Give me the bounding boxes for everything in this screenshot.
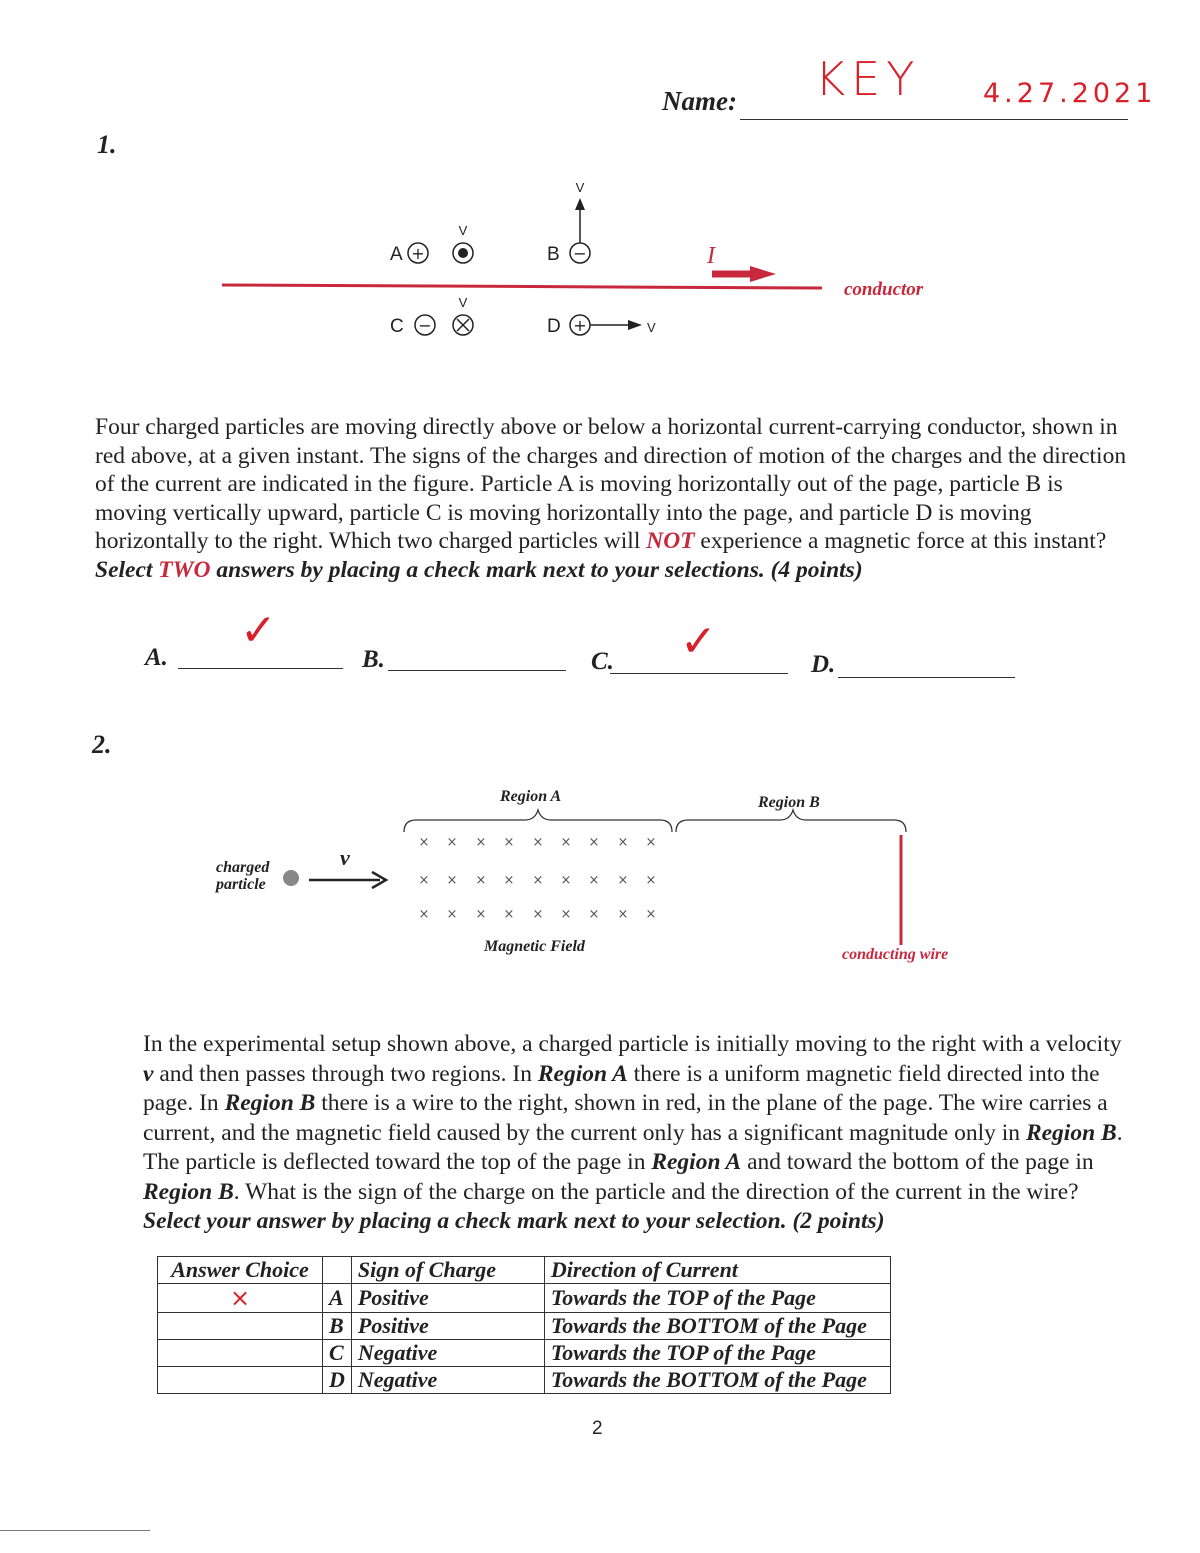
q1-line: of the current are indicated in the figure. Particle A is moving horizontally out of the page, particle B is xyxy=(95,471,1063,497)
particle-d-arrow-head xyxy=(628,320,642,330)
region-a-brace xyxy=(404,810,672,832)
field-into-page-icon: × xyxy=(475,873,487,888)
table-row xyxy=(158,1367,891,1394)
field-into-page-icon: × xyxy=(588,873,600,888)
field-into-page-icon: × xyxy=(446,835,458,850)
name-label: Name: xyxy=(662,86,737,116)
answer-table xyxy=(157,1256,891,1394)
particle-a-velocity-dot xyxy=(458,248,468,258)
q2-line: In the experimental setup shown above, a charged particle is initially moving to the right with a velocity xyxy=(143,1031,1122,1057)
header-answer-choice: Answer Choice xyxy=(158,1257,323,1284)
particle-b-sign: − xyxy=(573,244,587,263)
not-emphasis: NOT xyxy=(646,528,695,554)
field-into-page-icon: × xyxy=(418,873,430,888)
q2-line: page. In Region B there is a wire to the right, shown in red, in the plane of the page. The wire carries a xyxy=(143,1090,1108,1116)
answer-mark-cell[interactable] xyxy=(158,1367,323,1394)
question-2-text xyxy=(143,1030,1123,1237)
letter-cell: B xyxy=(323,1313,352,1340)
field-into-page-icon: × xyxy=(645,907,657,922)
direction-cell: Towards the TOP of the Page xyxy=(544,1340,890,1367)
particle-c-sign: − xyxy=(418,316,432,335)
choice-c-label: C. xyxy=(591,648,614,675)
sign-cell: Positive xyxy=(351,1313,544,1340)
q1-line: red above, at a given instant. The signs of the charges and direction of motion of the charges and the direction xyxy=(95,442,1127,469)
choice-a-line[interactable] xyxy=(178,668,343,669)
field-into-page-icon: × xyxy=(560,907,572,922)
q2-line: The particle is deflected toward the top of the page in Region A and toward the bottom of the page in xyxy=(143,1149,1094,1175)
conductor-label: conductor xyxy=(844,279,924,300)
field-into-page-icon: × xyxy=(446,907,458,922)
q2-line: Region B. What is the sign of the charge on the particle and the direction of the current in the wire? xyxy=(143,1178,1079,1205)
footer-rule xyxy=(0,1530,150,1531)
field-into-page-icon: × xyxy=(617,907,629,922)
particle-c-velocity-label: V xyxy=(458,295,468,310)
particle-b-label: B xyxy=(547,244,560,265)
field-into-page-icon: × xyxy=(588,907,600,922)
particle-a-label: A xyxy=(390,244,403,265)
answer-mark-cell[interactable]: × xyxy=(158,1284,323,1313)
field-into-page-icon: × xyxy=(475,907,487,922)
answer-mark-cell[interactable] xyxy=(158,1313,323,1340)
direction-cell: Towards the BOTTOM of the Page xyxy=(544,1313,890,1340)
field-into-page-icon: × xyxy=(503,873,515,888)
q1-line: horizontally to the right. Which two charged particles will NOT experience a magnetic force at this instant? xyxy=(95,528,1107,554)
particle-b-velocity-label: V xyxy=(575,180,585,195)
question-1-number: 1. xyxy=(97,130,117,159)
sign-cell: Negative xyxy=(351,1340,544,1367)
field-into-page-icon: × xyxy=(617,835,629,850)
choice-d-label: D. xyxy=(811,651,836,678)
letter-cell: A xyxy=(323,1284,352,1313)
field-into-page-icon: × xyxy=(418,907,430,922)
field-into-page-icon: × xyxy=(645,835,657,850)
charged-particle-label: charged particle xyxy=(216,859,270,893)
velocity-label: v xyxy=(340,845,350,870)
particle-b-arrow-head xyxy=(575,198,585,210)
question-1-text xyxy=(95,413,1126,584)
q2-line: Select your answer by placing a check mark next to your selection. (2 points) xyxy=(143,1208,885,1234)
field-into-page-icon: × xyxy=(560,873,572,888)
q1-line: Four charged particles are moving directly above or below a horizontal current-carrying conductor, shown in xyxy=(95,414,1118,440)
letter-cell: D xyxy=(323,1367,352,1394)
field-into-page-icon: × xyxy=(418,835,430,850)
table-header-row xyxy=(158,1257,891,1284)
date: 4.27.2021 xyxy=(983,78,1157,109)
choice-b-line[interactable] xyxy=(388,670,566,671)
choice-c-check-mark: ✓ xyxy=(680,616,717,667)
header-sign-of-charge: Sign of Charge xyxy=(351,1257,544,1284)
magnetic-field-label: Magnetic Field xyxy=(484,938,585,955)
particle-a-sign: + xyxy=(411,244,425,263)
field-into-page-icon: × xyxy=(532,835,544,850)
charged-particle-dot xyxy=(283,870,299,886)
sign-cell: Positive xyxy=(351,1284,544,1313)
header-direction: Direction of Current xyxy=(544,1257,890,1284)
table-row xyxy=(158,1340,891,1367)
region-b-label: Region B xyxy=(758,794,820,811)
field-into-page-icon: × xyxy=(446,873,458,888)
particle-c-label: C xyxy=(390,316,404,337)
q2-diagram xyxy=(0,780,1200,980)
two-emphasis: TWO xyxy=(158,556,211,583)
field-into-page-icon: × xyxy=(503,907,515,922)
q1-diagram xyxy=(0,170,1200,350)
current-arrow-head xyxy=(750,266,776,282)
q1-line: moving vertically upward, particle C is moving horizontally into the page, and particle D is moving xyxy=(95,499,1032,526)
choice-a-check-mark: ✓ xyxy=(240,605,277,656)
particle-d-velocity-label: V xyxy=(647,320,656,335)
magnetic-field-grid xyxy=(419,835,657,922)
table-row xyxy=(158,1313,891,1340)
particle-a-velocity-label: V xyxy=(458,223,468,238)
sign-cell: Negative xyxy=(351,1367,544,1394)
field-into-page-icon: × xyxy=(617,873,629,888)
field-into-page-icon: × xyxy=(560,835,572,850)
field-into-page-icon: × xyxy=(532,907,544,922)
region-a-label: Region A xyxy=(500,788,562,805)
page-number: 2 xyxy=(592,1418,603,1439)
name-line xyxy=(740,119,1128,120)
current-label: I xyxy=(707,243,715,269)
conducting-wire-label: conducting wire xyxy=(842,946,949,963)
particle-d-sign: + xyxy=(573,316,587,335)
q2-line: v and then passes through two regions. In Region A there is a uniform magnetic field directed into the xyxy=(143,1060,1100,1087)
conductor-line xyxy=(222,285,822,288)
answer-mark-cell[interactable] xyxy=(158,1340,323,1367)
direction-cell: Towards the BOTTOM of the Page xyxy=(544,1367,890,1394)
table-row xyxy=(158,1284,891,1313)
particle-d-label: D xyxy=(547,316,561,337)
field-into-page-icon: × xyxy=(588,835,600,850)
letter-cell: C xyxy=(323,1340,352,1367)
field-into-page-icon: × xyxy=(645,873,657,888)
field-into-page-icon: × xyxy=(503,835,515,850)
q2-line: current, and the magnetic field caused by the current only has a significant magnitude only in Region B. xyxy=(143,1119,1123,1146)
question-2-number: 2. xyxy=(92,730,112,759)
region-b-brace xyxy=(676,810,906,832)
choice-c-line[interactable] xyxy=(610,673,788,674)
name-value: KEY xyxy=(815,52,921,106)
field-into-page-icon: × xyxy=(532,873,544,888)
direction-cell: Towards the TOP of the Page xyxy=(544,1284,890,1313)
field-into-page-icon: × xyxy=(475,835,487,850)
q1-instruction: Select TWO answers by placing a check mark next to your selections. (4 points) xyxy=(95,556,863,583)
header-letter xyxy=(323,1257,352,1284)
choice-b-label: B. xyxy=(362,646,385,673)
choice-a-label: A. xyxy=(145,644,168,671)
choice-d-line[interactable] xyxy=(838,677,1015,678)
